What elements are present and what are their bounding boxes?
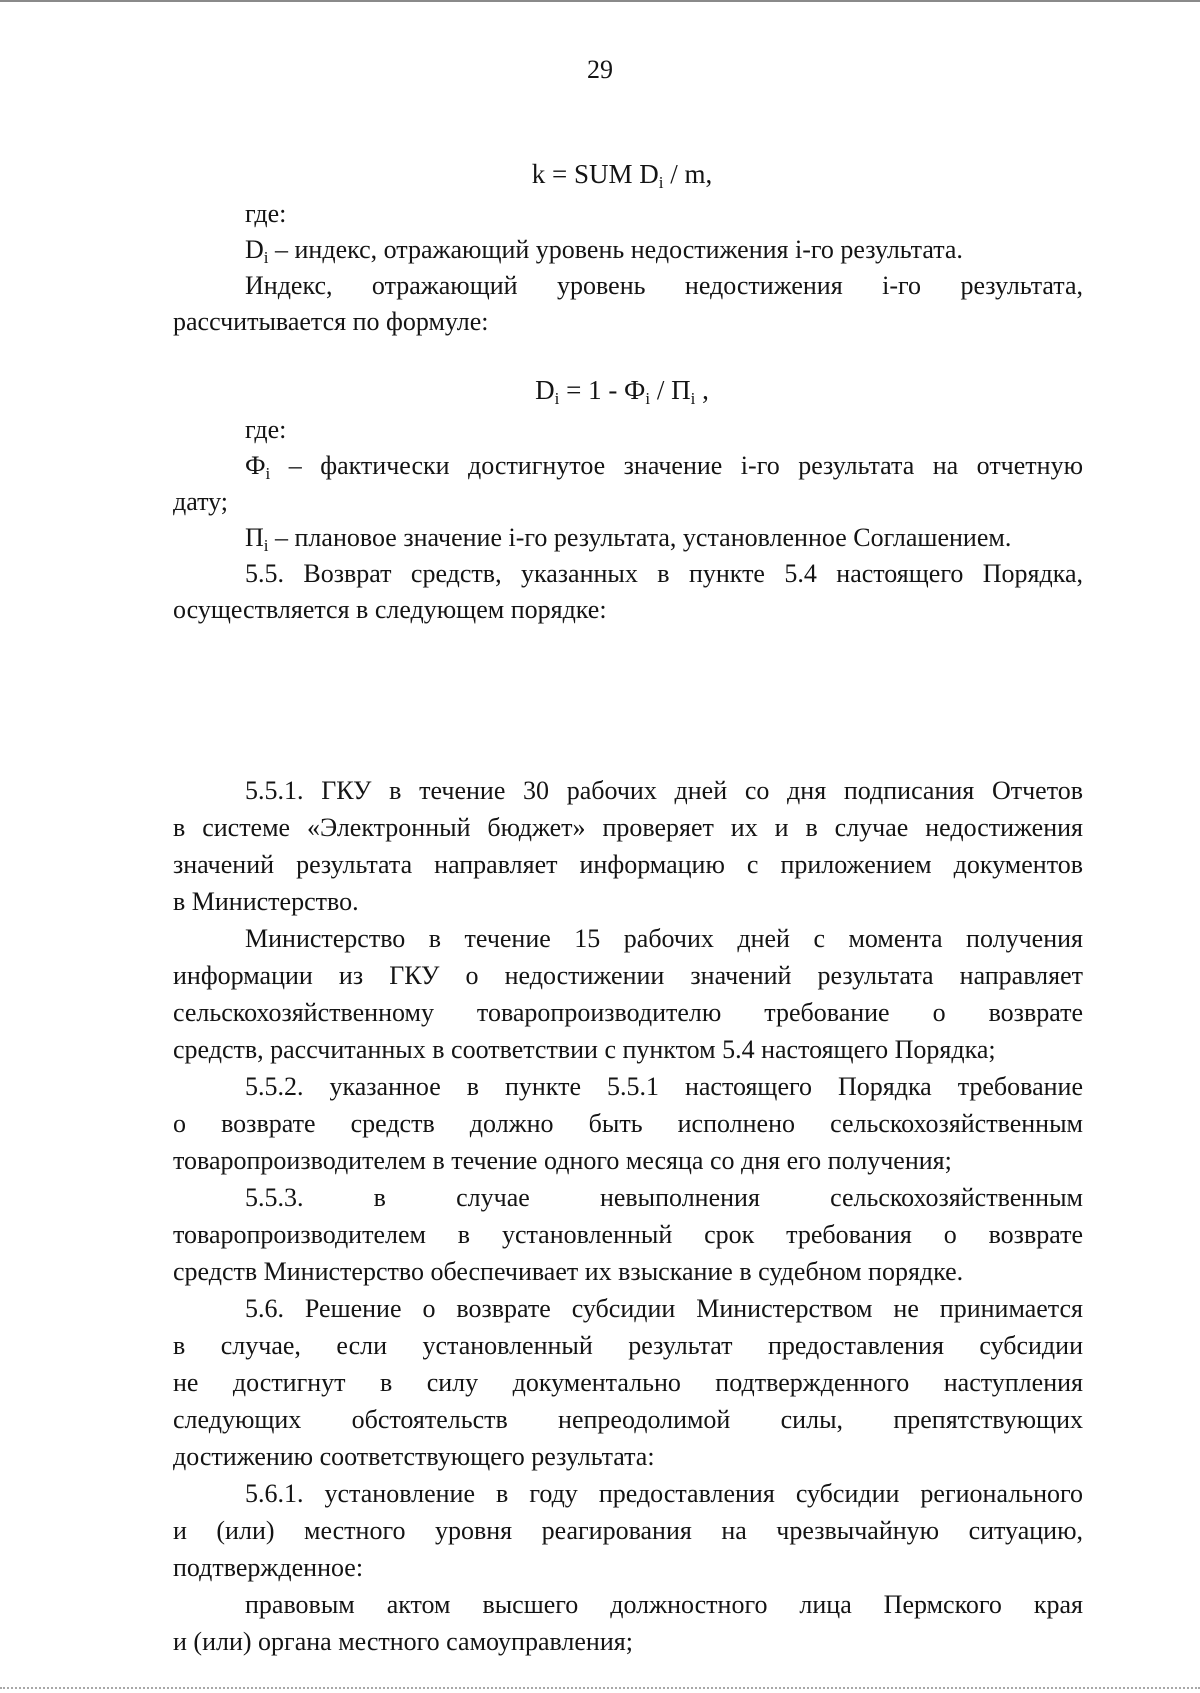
page-number: 29 xyxy=(587,55,613,84)
section-5-5-line-2: осуществляется в следующем порядке: xyxy=(173,595,607,624)
definition-d xyxy=(173,232,1083,268)
section-5-5-1-line: значений результата направляет информацию с приложением документов xyxy=(173,850,1083,879)
section-5-5-1-line: 5.5.1. ГКУ в течение 30 рабочих дней со дня подписания Отчетов xyxy=(245,776,1083,805)
section-5-5-1-line: в Министерство. xyxy=(173,887,359,916)
formula-d-part-1: D xyxy=(535,375,555,405)
formula-k xyxy=(22,156,1200,192)
formula-d-sub-1: i xyxy=(554,389,560,408)
where-label-2: где: xyxy=(245,415,287,444)
section-5-6-line: в случае, если установленный результат предоставления субсидии xyxy=(173,1331,1083,1360)
d-symbol: D xyxy=(245,235,264,264)
section-5-6-line: 5.6. Решение о возврате субсидии Министерством не принимается xyxy=(245,1294,1083,1323)
ministry-paragraph-line: средств, рассчитанных в соответствии с пунктом 5.4 настоящего Порядка; xyxy=(173,1035,996,1064)
d-definition-text: – индекс, отражающий уровень недостижения i-го результата. xyxy=(268,235,963,264)
formula-d-sub-3: i xyxy=(690,389,696,408)
formula-d-sub-2: i xyxy=(645,389,651,408)
section-5-6-line: не достигнут в силу документально подтвержденного наступления xyxy=(173,1368,1083,1397)
d-subscript: i xyxy=(263,248,269,267)
definition-f-line-2: дату; xyxy=(173,487,228,516)
scan-bottom-edge xyxy=(0,1687,1200,1689)
section-5-6-1-line: подтвержденное: xyxy=(173,1553,364,1582)
definitions-block-1 xyxy=(173,196,1083,340)
formula-d xyxy=(22,372,1200,408)
section-5-5-3-line: товаропроизводителем в установленный срок требования о возврате xyxy=(173,1220,1083,1249)
definition-f-line-1 xyxy=(173,448,1083,484)
formula-k-lhs: k = SUM D xyxy=(531,159,659,189)
section-5-5-1-line: в системе «Электронный бюджет» проверяет их и в случае недостижения xyxy=(173,813,1083,842)
section-5-5-2-line: о возврате средств должно быть исполнено сельскохозяйственным xyxy=(173,1109,1083,1138)
section-5-6-1-line: и (или) местного уровня реагирования на чрезвычайную ситуацию, xyxy=(173,1516,1083,1545)
definition-p xyxy=(173,520,1083,556)
section-5-6-1-line: 5.6.1. установление в году предоставления субсидии регионального xyxy=(245,1479,1083,1508)
f-symbol: Ф xyxy=(245,451,266,480)
formula-d-part-2: = 1 - Ф xyxy=(559,375,646,405)
body-text xyxy=(173,772,1083,1660)
definitions-block-2 xyxy=(173,412,1083,628)
legal-act-line: правовым актом высшего должностного лица Пермского края xyxy=(245,1590,1083,1619)
section-5-5-3-line: средств Министерство обеспечивает их взыскание в судебном порядке. xyxy=(173,1257,964,1286)
ministry-paragraph-line: Министерство в течение 15 рабочих дней с момента получения xyxy=(245,924,1083,953)
f-subscript: i xyxy=(265,464,271,483)
index-formula-intro-line-2: рассчитывается по формуле: xyxy=(173,307,489,336)
index-formula-intro-line-1: Индекс, отражающий уровень недостижения i-го результата, xyxy=(245,271,1083,300)
where-label-1: где: xyxy=(245,199,287,228)
scan-top-edge xyxy=(0,0,1200,2)
legal-act-line: и (или) органа местного самоуправления; xyxy=(173,1627,633,1656)
f-definition-text: – фактически достигнутое значение i-го результата на отчетную xyxy=(270,451,1083,480)
p-definition-text: – плановое значение i-го результата, установленное Соглашением. xyxy=(268,523,1012,552)
formula-d-part-4: , xyxy=(695,375,709,405)
section-5-6-line: следующих обстоятельств непреодолимой силы, препятствующих xyxy=(173,1405,1083,1434)
section-5-5-line-1: 5.5. Возврат средств, указанных в пункте 5.4 настоящего Порядка, xyxy=(245,559,1083,588)
formula-k-subscript: i xyxy=(658,173,664,192)
formula-d-part-3: / П xyxy=(650,375,691,405)
formula-k-rhs: / m, xyxy=(663,159,713,189)
p-symbol: П xyxy=(245,523,264,552)
p-subscript: i xyxy=(263,536,269,555)
section-5-5-3-line: 5.5.3. в случае невыполнения сельскохозяйственным xyxy=(245,1183,1083,1212)
section-5-6-line: достижению соответствующего результата: xyxy=(173,1442,655,1471)
ministry-paragraph-line: информации из ГКУ о недостижении значений результата направляет xyxy=(173,961,1083,990)
section-5-5-2-line: товаропроизводителем в течение одного месяца со дня его получения; xyxy=(173,1146,952,1175)
section-5-5-2-line: 5.5.2. указанное в пункте 5.5.1 настоящего Порядка требование xyxy=(245,1072,1083,1101)
ministry-paragraph-line: сельскохозяйственному товаропроизводителю требование о возврате xyxy=(173,998,1083,1027)
